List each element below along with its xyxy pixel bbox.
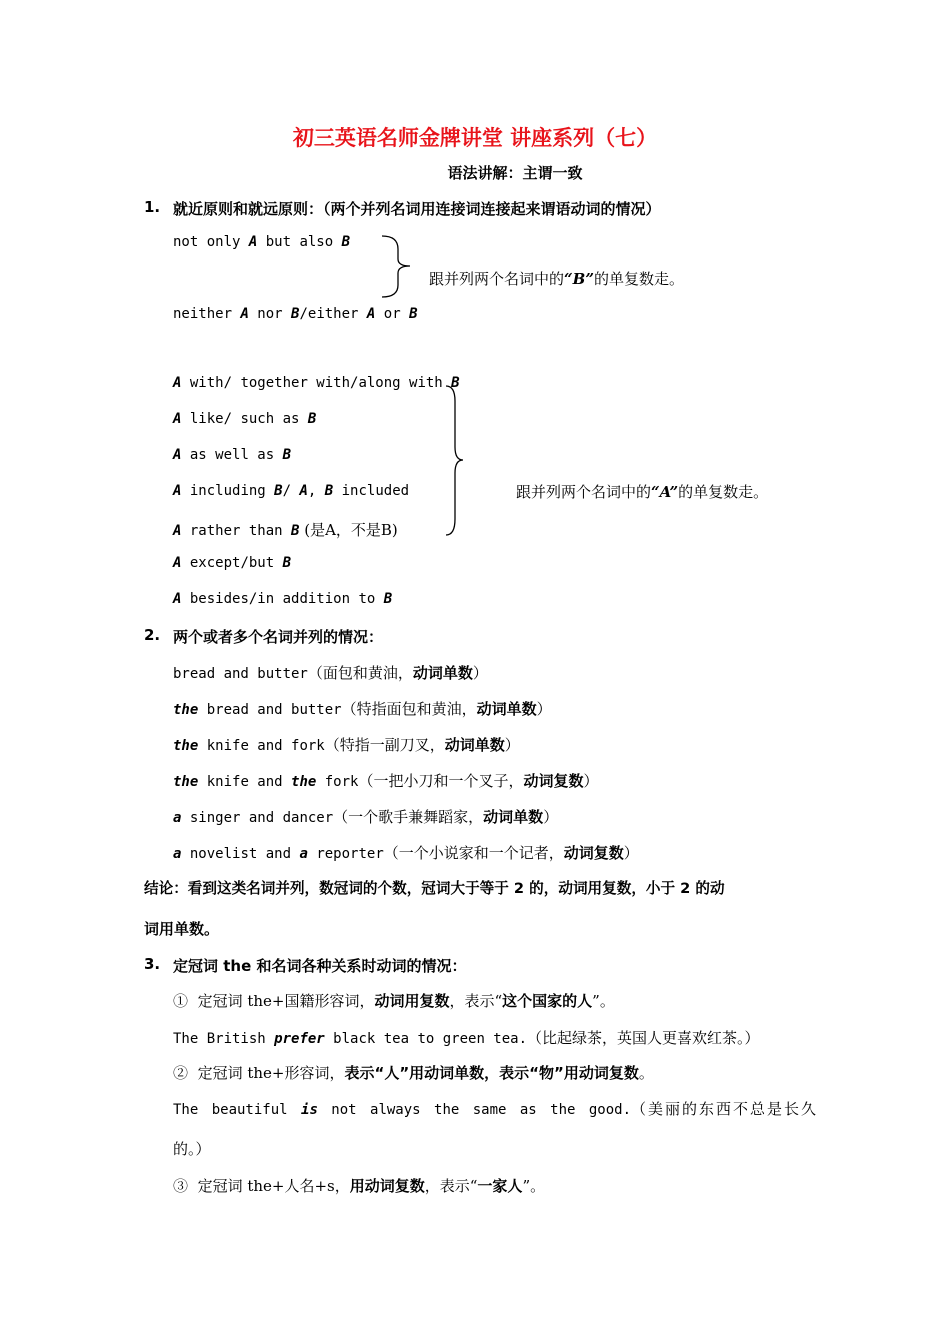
rule-with: A with/ together with/along with B xyxy=(173,375,460,391)
rule-as-well-as: A as well as B xyxy=(173,447,292,463)
example-row: the bread and butter（特指面包和黄油，动词单数） xyxy=(173,700,552,718)
right-brace-b xyxy=(380,235,420,299)
right-brace-a xyxy=(444,385,474,537)
conclusion-line2: 词用单数。 xyxy=(144,920,220,938)
page-subtitle: 语法讲解：主谓一致 xyxy=(447,164,583,182)
rule-the-adjective: ② 定冠词 the+形容词，表示“人”用动词单数，表示“物”用动词复数。 xyxy=(173,1064,654,1082)
note-follow-b: 跟并列两个名词中的“B”的单复数走。 xyxy=(429,270,684,288)
rule-besides: A besides/in addition to B xyxy=(173,591,393,607)
rule-not-only-but-also: not only A but also B xyxy=(173,234,351,250)
example-row: the knife and the fork（一把小刀和一个叉子，动词复数） xyxy=(173,772,599,790)
example-row: bread and butter（面包和黄油，动词单数） xyxy=(173,664,488,682)
example-row: a singer and dancer（一个歌手兼舞蹈家，动词单数） xyxy=(173,808,559,826)
conclusion-line1: 结论：看到这类名词并列，数冠词的个数，冠词大于等于 2 的，动词用复数，小于 2 的动 xyxy=(144,880,725,897)
rule-nationality-adjective: ① 定冠词 the+国籍形容词，动词用复数，表示“这个国家的人”。 xyxy=(173,992,615,1010)
example-row: a novelist and a reporter（一个小说家和一个记者，动词复数） xyxy=(173,844,639,862)
rule-neither-nor: neither A nor B/either A or B xyxy=(173,306,418,322)
example-beautiful: The beautiful is not always the same as the good.（美丽的东西不总是长久 xyxy=(173,1100,819,1118)
section2-heading: 两个或者多个名词并列的情况： xyxy=(173,628,384,646)
page-title: 初三英语名师金牌讲堂 讲座系列（七） xyxy=(292,126,658,150)
example-british: The British prefer black tea to green tea.（比起绿茶，英国人更喜欢红茶。） xyxy=(173,1029,760,1047)
rule-including: A including B/ A, B included xyxy=(173,483,410,499)
rule-except-but: A except/but B xyxy=(173,555,292,571)
section1-heading: 就近原则和就远原则：（两个并列名词用连接词连接起来谓语动词的情况） xyxy=(173,200,661,218)
note-follow-a: 跟并列两个名词中的“A”的单复数走。 xyxy=(516,483,769,501)
rule-the-surname-s: ③ 定冠词 the+人名+s，用动词复数，表示“一家人”。 xyxy=(173,1177,546,1195)
section3-heading: 定冠词 the 和名词各种关系时动词的情况： xyxy=(173,957,467,975)
section2-number: 2. xyxy=(144,626,161,644)
example-row: the knife and fork（特指一副刀叉，动词单数） xyxy=(173,736,520,754)
section1-number: 1. xyxy=(144,198,161,216)
section3-number: 3. xyxy=(144,955,161,973)
rule-like: A like/ such as B xyxy=(173,411,317,427)
rule-rather-than: A rather than B (是A，不是B) xyxy=(173,521,398,539)
example-beautiful-cont: 的。） xyxy=(173,1140,211,1158)
